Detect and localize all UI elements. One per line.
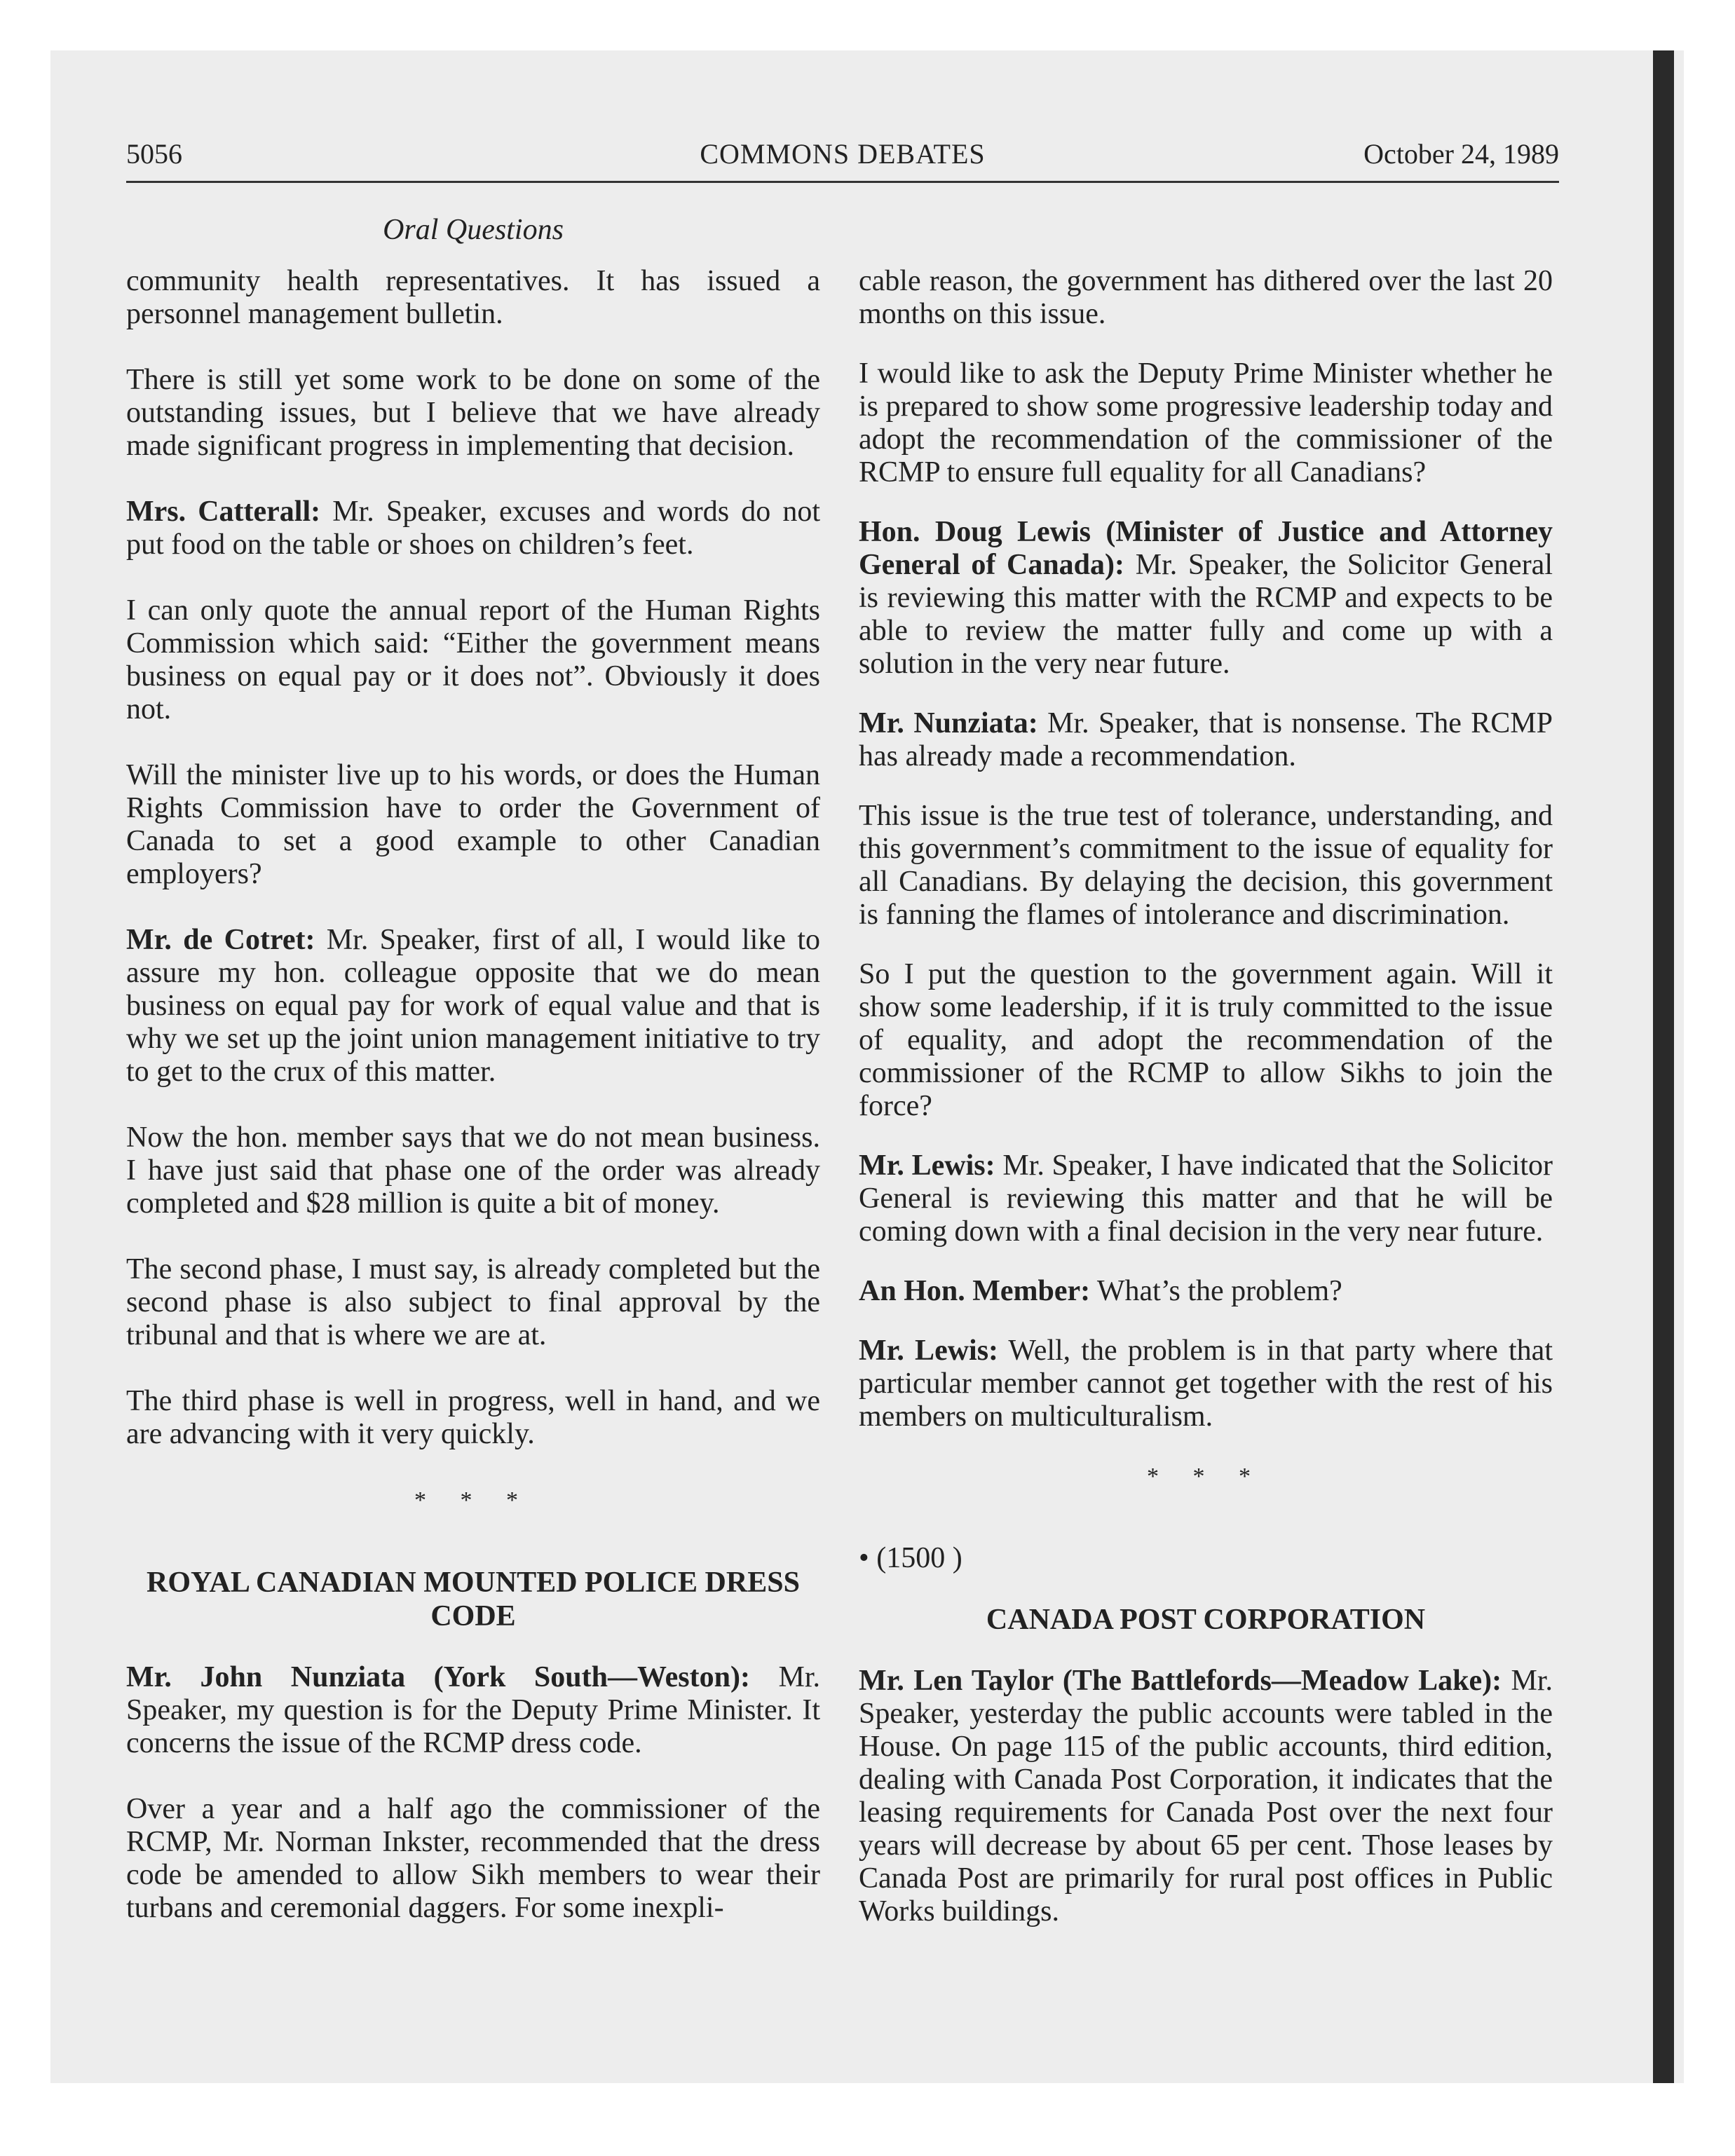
- paragraph: [859, 707, 1553, 773]
- right-column: [859, 265, 1553, 1955]
- speaker-name: Mr. Nunziata:: [859, 707, 1038, 739]
- paragraph: [859, 1665, 1553, 1928]
- speech-text: Mr. Speaker, excuses and words do not put food on the table or shoes on children’s feet.: [126, 496, 820, 561]
- speaker-name: Mrs. Catterall:: [126, 496, 321, 528]
- paragraph: [126, 924, 820, 1089]
- section-heading: CANADA POST CORPORATION: [986, 1604, 1426, 1636]
- publication-title: COMMONS DEBATES: [700, 138, 986, 170]
- paragraph: [859, 1335, 1553, 1433]
- paragraph: [859, 516, 1553, 681]
- speaker-name: An Hon. Member:: [859, 1275, 1091, 1307]
- paragraph: This issue is the true test of tolerance, understanding, and this government’s commitment to the issue of equality for all Canadians. By delaying the decision, this government is fanning the flames of intolerance and discrimination.: [859, 800, 1553, 931]
- timestamp: • (1500 ): [859, 1542, 962, 1574]
- speaker-name: Mr. John Nunziata (York South—Weston):: [126, 1661, 750, 1693]
- speech-text: Mr. Speaker, that is nonsense. The RCMP has already made a recommendation.: [859, 707, 1553, 772]
- paragraph: Now the hon. member says that we do not mean business. I have just said that phase one of the order was already completed and $28 million is quite a bit of money.: [126, 1121, 820, 1220]
- speaker-name: Mr. Lewis:: [859, 1335, 999, 1367]
- paragraph: [859, 1275, 1553, 1308]
- paragraph: [126, 1661, 820, 1760]
- speech-text: Mr. Speaker, yesterday the public accounts were tabled in the House. On page 115 of the public accounts, third edition, dealing with Canada Post Corporation, it indicates that the leasing requirements for Canada Post over the next four years will decrease by about 65 per cent. Those leases by Canada Post are primarily for rural post offices in Public Works buildings.: [859, 1665, 1553, 1928]
- paragraph: Will the minister live up to his words, or does the Human Rights Commission have to order the Government of Canada to set a good example to other Canadian employers?: [126, 759, 820, 890]
- paragraph: The third phase is well in progress, well in hand, and we are advancing with it very quickly.: [126, 1385, 820, 1450]
- paragraph: [859, 1149, 1553, 1248]
- speech-text: What’s the problem?: [1090, 1275, 1342, 1307]
- scan-edge-bar: [1653, 50, 1674, 2083]
- speech-text: Mr. Speaker, first of all, I would like to assure my hon. colleague opposite that we do mean business on equal pay for work of equal value and that is why we set up the joint union management initiative to try to get to the crux of this matter.: [126, 924, 820, 1088]
- paragraph: community health representatives. It has issued a personnel management bulletin.: [126, 265, 820, 330]
- page-header: [126, 137, 1559, 181]
- speaker-name: Mr. Len Taylor (The Battlefords—Meadow Lake):: [859, 1665, 1502, 1697]
- speech-text: Mr. Speaker, the Solicitor General is reviewing this matter with the RCMP and expects to be able to review the matter fully and come up with a solution in the very near future.: [859, 549, 1553, 680]
- paragraph: I can only quote the annual report of the Human Rights Commission which said: “Either the government means business on equal pay or it does not”. Obviously it does not.: [126, 594, 820, 725]
- paragraph: cable reason, the government has dithered over the last 20 months on this issue.: [859, 265, 1553, 330]
- header-rule: [126, 181, 1559, 183]
- section-separator: * * *: [414, 1487, 532, 1513]
- paragraph: I would like to ask the Deputy Prime Minister whether he is prepared to show some progressive leadership today and adopt the recommendation of the commissioner of the RCMP to ensure full equality for all Canadians?: [859, 357, 1553, 489]
- section-separator: * * *: [1147, 1464, 1265, 1489]
- paragraph: So I put the question to the government again. Will it show some leadership, if it is truly committed to the issue of equality, and adopt the recommendation of the commissioner of the RCMP to allow Sikhs to join the force?: [859, 958, 1553, 1122]
- paragraph: [126, 496, 820, 561]
- publication-date: October 24, 1989: [1363, 138, 1559, 170]
- speaker-name: Hon. Doug Lewis (Minister of Justice and Attorney General of Canada):: [859, 516, 1553, 581]
- paragraph: There is still yet some work to be done on some of the outstanding issues, but I believe that we have already made significant progress in implementing that decision.: [126, 364, 820, 462]
- left-column: [126, 265, 820, 1958]
- paragraph: Over a year and a half ago the commissioner of the RCMP, Mr. Norman Inkster, recommended that the dress code be amended to allow Sikh members to wear their turbans and ceremonial daggers. For some inexpli-: [126, 1793, 820, 1924]
- page-number: 5056: [126, 138, 182, 170]
- paragraph: The second phase, I must say, is already completed but the second phase is also subject to final approval by the tribunal and that is where we are at.: [126, 1253, 820, 1351]
- section-label: Oral Questions: [383, 214, 564, 246]
- speaker-name: Mr. de Cotret:: [126, 924, 315, 956]
- speech-text: Mr. Speaker, my question is for the Deputy Prime Minister. It concerns the issue of the RCMP dress code.: [126, 1661, 821, 1759]
- section-heading: ROYAL CANADIAN MOUNTED POLICE DRESS CODE: [147, 1567, 800, 1632]
- speaker-name: Mr. Lewis:: [859, 1149, 995, 1182]
- speech-text: Mr. Speaker, I have indicated that the Solicitor General is reviewing this matter and that he will be coming down with a final decision in the very near future.: [859, 1149, 1553, 1248]
- speech-text: Well, the problem is in that party where that particular member cannot get together with the rest of his members on multiculturalism.: [859, 1335, 1553, 1433]
